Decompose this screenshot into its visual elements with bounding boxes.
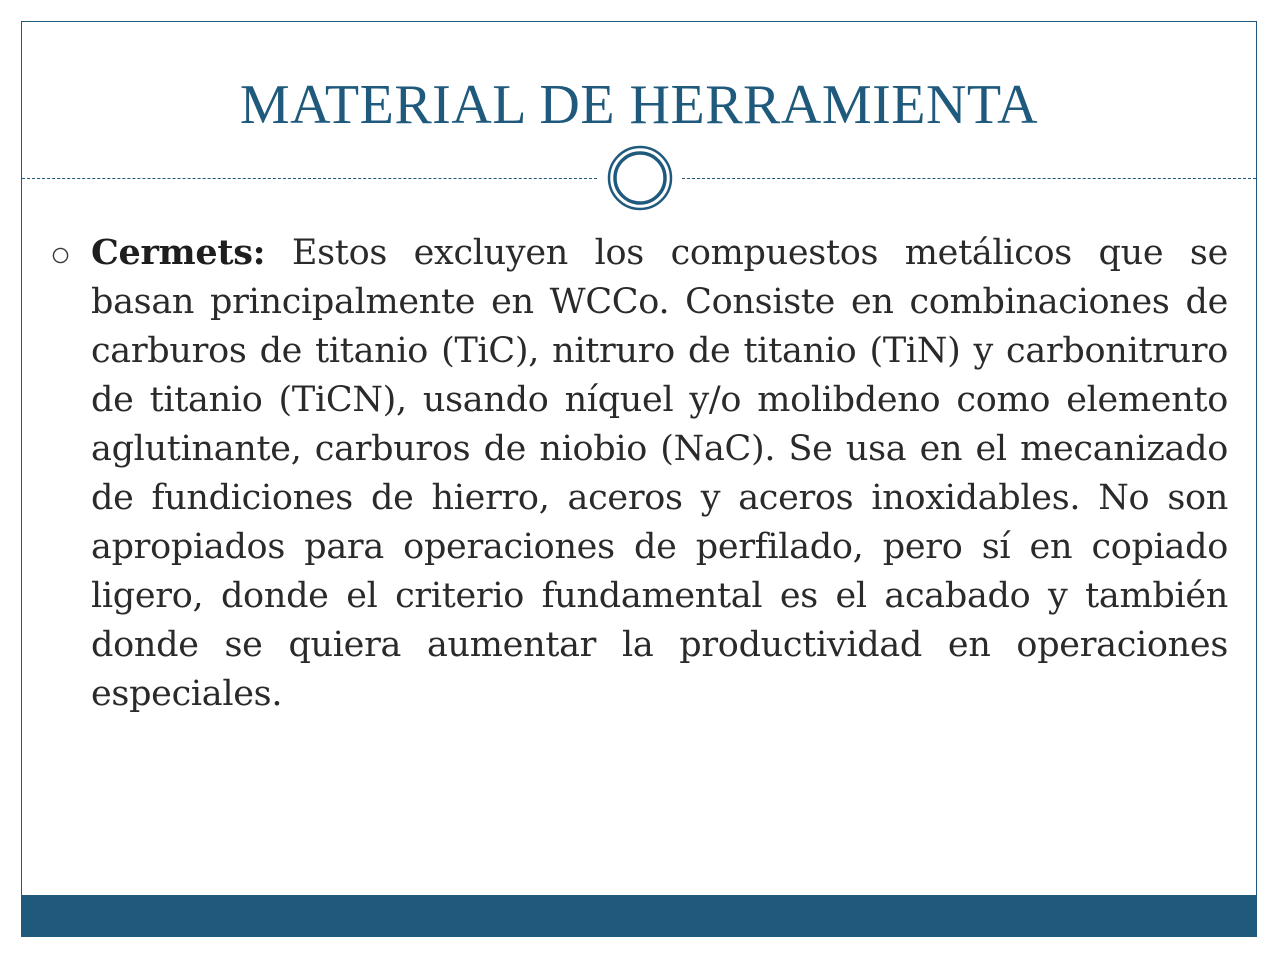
hollow-circle-bullet-icon (52, 247, 69, 264)
slide-title: MATERIAL DE HERRAMIENTA (239, 74, 1039, 136)
double-ring-ornament-icon (607, 145, 673, 211)
bullet-body-text: Estos excluyen los compuestos metálicos que se basan principalmente en WCCo. Consiste en combinaciones de carburos de titanio (TiC), nitruro de titanio (TiN) y carbonitruro de titanio (TiCN), usando níquel y/o molibdeno como elemento aglutinante, carburos de niobio (NaC). Se usa en el mecanizado de fundiciones de hierro, aceros y aceros inoxidables. No son apropiados para operaciones de perfilado, pero sí en copiado ligero, donde el criterio fundamental es el acabado y también donde se quiera aumentar la productividad en operaciones especiales. (91, 233, 1228, 714)
title-divider-left (22, 178, 597, 179)
title-divider-right (682, 178, 1256, 179)
footer-bar (21, 895, 1257, 937)
slide-content (48, 228, 1228, 719)
bullet-term: Cermets: (91, 232, 266, 273)
bullet-paragraph (91, 228, 1228, 719)
bullet-item (48, 228, 1228, 719)
